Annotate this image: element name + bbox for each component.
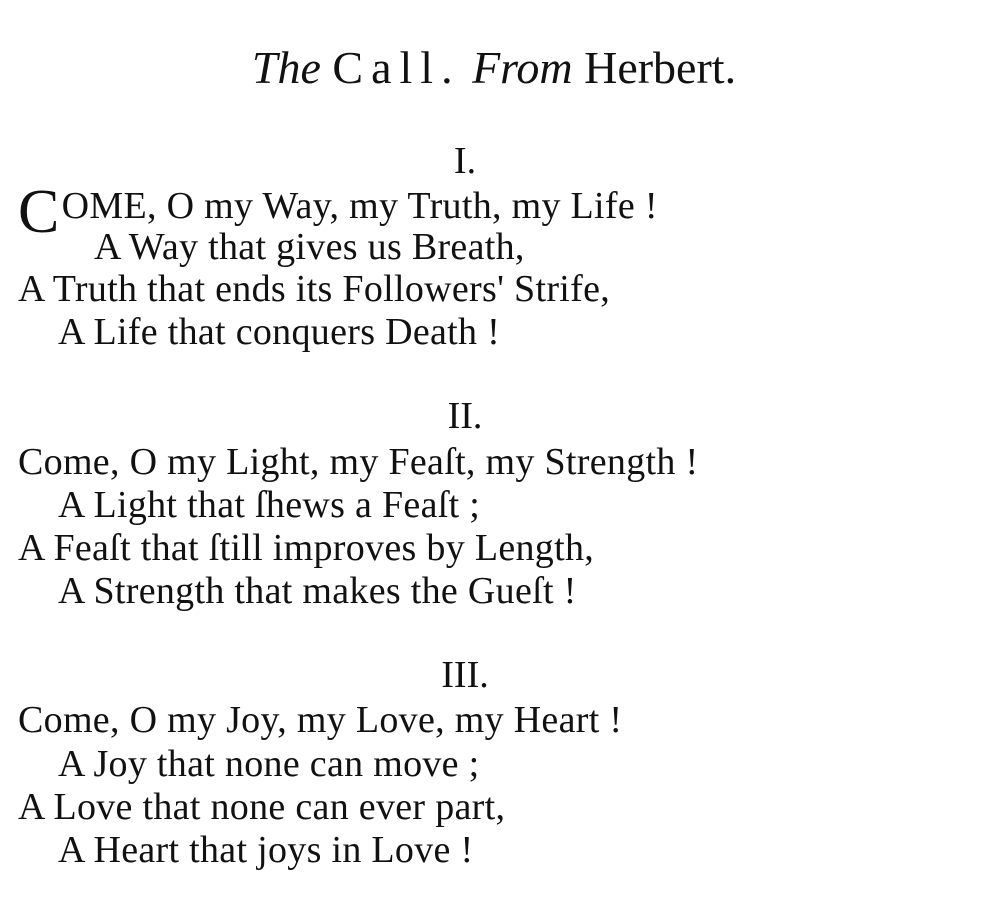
stanza-3-line-3: A Love that none can ever part, [18,786,506,828]
drop-cap: C [18,178,60,246]
stanza-3-numeral: III. [441,654,489,696]
stanza-2-line-1: Come, O my Light, my Feaſt, my Strength ! [18,441,699,483]
stanza-1-line-4: A Life that conquers Death ! [58,311,501,353]
stanza-1-line-3: A Truth that ends its Followers' Strife, [18,268,611,310]
title-from: From [472,42,573,93]
poem-title [0,38,988,98]
stanza-2-line-2: A Light that ſhews a Feaſt ; [58,484,481,526]
title-author: Herbert. [584,42,737,93]
title-the: The [251,42,321,93]
stanza-2-line-3: A Feaſt that ſtill improves by Length, [18,527,595,569]
stanza-1-line-1-text: OME, O my Way, my Truth, my Life ! [61,185,658,227]
stanza-3-line-4: A Heart that joys in Love ! [58,829,474,871]
stanza-1-numeral: I. [453,140,477,182]
stanza-2-line-4: A Strength that makes the Gueſt ! [58,570,577,612]
title-call: Call. [332,42,461,93]
stanza-3-line-1: Come, O my Joy, my Love, my Heart ! [18,699,623,741]
stanza-1-line-2: A Way that gives us Breath, [94,226,525,268]
stanza-2-numeral: II. [447,395,483,437]
stanza-3-line-2: A Joy that none can move ; [58,743,480,785]
